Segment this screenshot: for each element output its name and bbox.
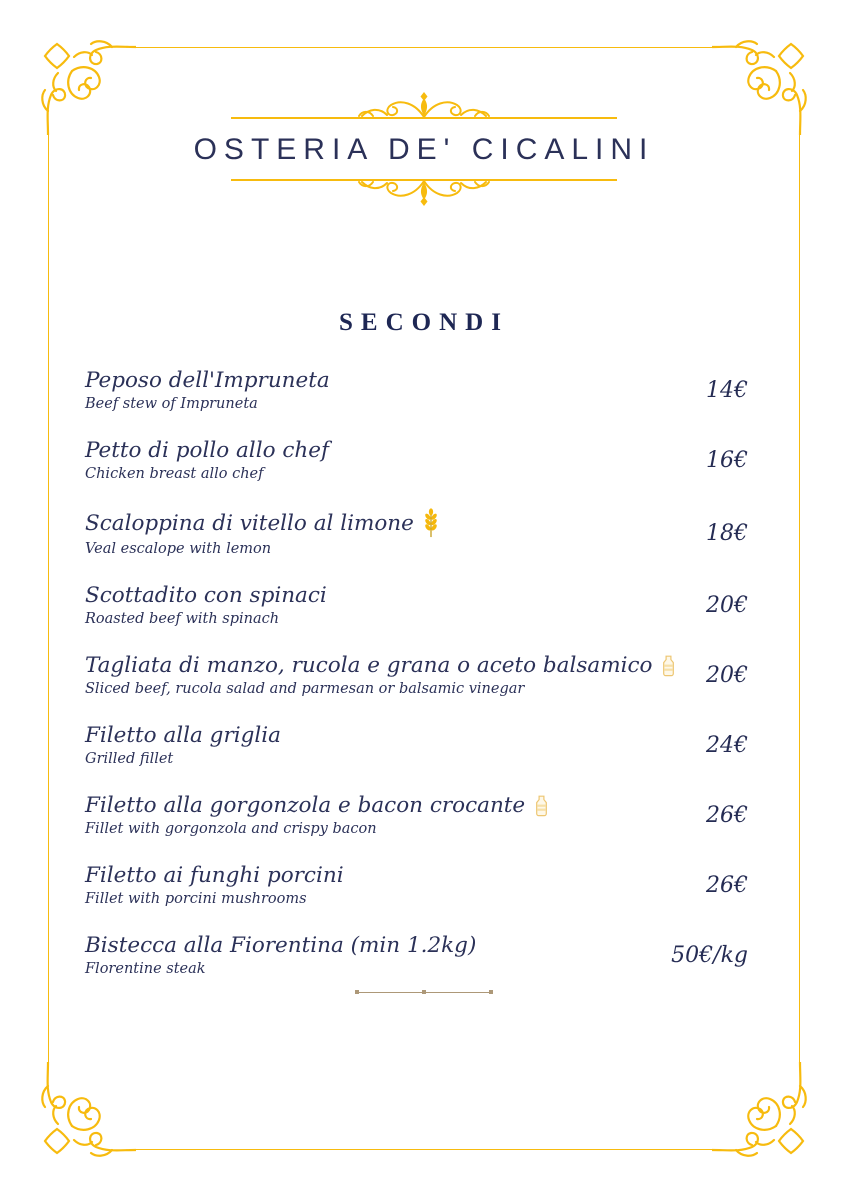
item-price: 20€ [706, 663, 748, 688]
item-name [85, 508, 439, 539]
header-flourish-icon [349, 180, 499, 207]
item-price: 20€ [706, 593, 748, 618]
item-description: Grilled fillet [85, 751, 174, 767]
menu-item-row [85, 863, 748, 908]
item-name-text: Filetto alla griglia [85, 723, 281, 748]
restaurant-title: OSTERIA DE' CICALINI [193, 133, 655, 166]
item-name [85, 723, 281, 749]
item-name [85, 863, 344, 889]
item-name [85, 933, 476, 959]
item-price: 50€/kg [671, 943, 748, 968]
wheat-icon [423, 508, 439, 539]
item-name-text: Scaloppina di vitello al limone [85, 510, 414, 536]
item-description: Sliced beef, rucola salad and parmesan or balsamic vinegar [85, 681, 525, 697]
menu-item-row [85, 508, 748, 558]
menu-item-row [85, 793, 748, 838]
header-bottom-rule [231, 179, 617, 206]
item-name-text: Scottadito con spinaci [85, 583, 327, 608]
milk-icon [661, 655, 676, 677]
item-price: 16€ [706, 448, 748, 473]
header [0, 92, 848, 206]
item-name [85, 583, 327, 609]
menu-item-row [85, 583, 748, 628]
header-top-rule [231, 92, 617, 119]
item-name-text: Peposo dell'Impruneta [85, 368, 330, 393]
menu-item-row [85, 653, 748, 698]
item-description: Florentine steak [85, 961, 206, 977]
item-description: Fillet with porcini mushrooms [85, 891, 307, 907]
milk-icon [534, 795, 549, 817]
item-name-text: Filetto ai funghi porcini [85, 863, 344, 888]
item-price: 26€ [706, 803, 748, 828]
item-description: Beef stew of Impruneta [85, 396, 258, 412]
corner-flourish-icon [712, 1062, 808, 1158]
item-name-text: Bistecca alla Fiorentina (min 1.2kg) [85, 933, 477, 958]
item-description: Veal escalope with lemon [85, 541, 272, 557]
item-name [85, 793, 549, 819]
item-name-text: Petto di pollo allo chef [85, 438, 329, 463]
item-price: 24€ [706, 733, 748, 758]
menu-item-row [85, 723, 748, 768]
item-price: 14€ [706, 378, 748, 403]
menu-item-row [85, 368, 748, 413]
item-name-text: Tagliata di manzo, rucola e grana o aceto balsamico [85, 653, 653, 678]
item-description: Fillet with gorgonzola and crispy bacon [85, 821, 377, 837]
footer-divider [355, 989, 493, 995]
item-price: 18€ [706, 520, 748, 546]
menu-list [85, 368, 748, 1003]
item-name [85, 653, 676, 679]
item-description: Roasted beef with spinach [85, 611, 280, 627]
item-name [85, 438, 329, 464]
menu-item-row [85, 933, 748, 978]
section-title: SECONDI [339, 309, 509, 336]
item-name-text: Filetto alla gorgonzola e bacon crocante [85, 793, 526, 818]
corner-flourish-icon [40, 1062, 136, 1158]
item-description: Chicken breast allo chef [85, 466, 264, 482]
item-name [85, 368, 330, 394]
menu-item-row [85, 438, 748, 483]
item-price: 26€ [706, 873, 748, 898]
header-flourish-icon [349, 91, 499, 118]
